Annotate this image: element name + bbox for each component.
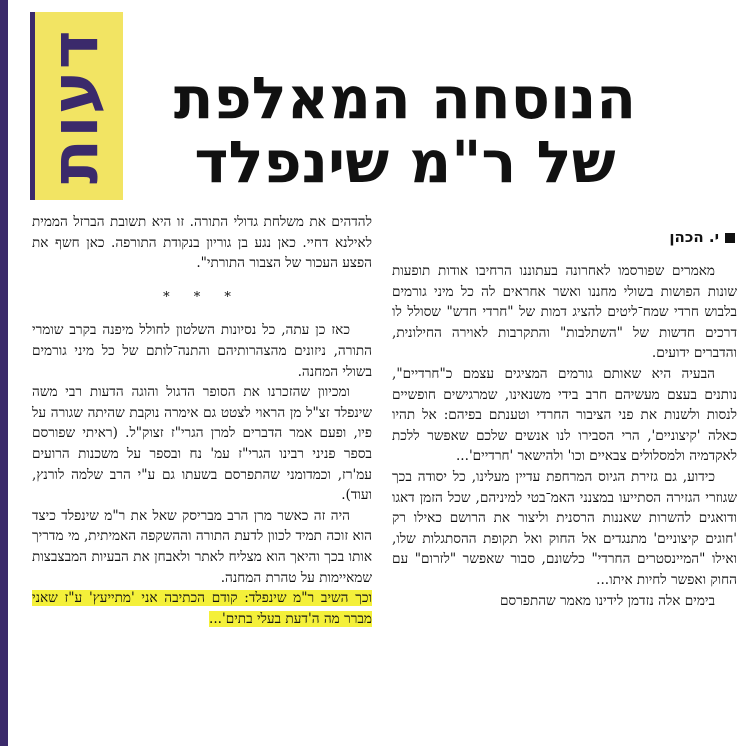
section-separator: * * * bbox=[163, 289, 241, 305]
byline bbox=[560, 228, 735, 246]
paragraph: כידוע, גם גזירת הגיוס המרחפת עדיין מעלינו, כל יסודה בכך שגוזרי הגזירה הסתייעו במצנני האמ־בטי למיניהם, שכל הזמן דאגו ודואגים להשרות שאננות הרסנית וליצור את הרושם כאילו רק 'חוגים קיצוניים' מתנגדים אל החוק ואל תקופת ההסתגלות שלו, ואילו "המיינסטרים החרדי" כלשונם, סבור שאפשר "לזרום" עם החוק ואפשר לחיות איתו... bbox=[392, 468, 737, 588]
paragraph: ומכיוון שהזכרנו את הסופר הדגול והוגה הדעות רבי משה שינפלד זצ"ל מן הראוי לצטט גם אימרה נוקבת שהיתה שגורה על פיו, ופעם אמר הדברים למרן הגרי"ז זצוק"ל. (ראיתי שפורסם בספר פניני רבינו הגרי"ז עמ' נח ובספר על משכנות הרועים עמ'רז, וכמדומני שהתפרסם בשעתו גם ע"י הרב שלמה לורנץ, ועוד). bbox=[32, 384, 372, 504]
paragraph-continued: להדהים את משלחת גדולי התורה. זו היא תשובת הברזל הממית לאילנא דחיי. כאן נגע בן גוריון בנקודת התורפה. כאן חשף את הפצע העכור של הצבור התורתי". bbox=[32, 214, 372, 272]
highlighted-quote-paragraph bbox=[32, 588, 372, 629]
highlighted-quote: וכך השיב ר"מ שינפלד: קודם הכתיבה אני 'מתייעץ' ע"ז שאני מברר מה ה'דעת בעלי בתים'... bbox=[32, 590, 372, 627]
headline-line-1: הנוסחה המאלפת bbox=[173, 64, 637, 132]
byline-bullet-icon bbox=[725, 233, 735, 243]
article-headline bbox=[135, 66, 675, 202]
left-border-bar bbox=[0, 0, 8, 746]
headline-line-2: של ר"מ שינפלד bbox=[194, 128, 616, 196]
paragraph: בימים אלה נזדמן לידינו מאמר שהתפרסם bbox=[499, 592, 715, 609]
paragraph: כאז כן עתה, כל נסיונות השלטון לחולל מיפנה בקרב שומרי התורה, ניזונים מהצהרותיהם והתנה־לותם של כל מיני גורמים בשולי המחנה. bbox=[32, 322, 372, 380]
left-column bbox=[32, 212, 372, 629]
author-name: י. הכהן bbox=[669, 228, 719, 246]
paragraph: היה זה כאשר מרן הרב מבריסק שאל את ר"מ שינפלד כיצד הוא זוכה תמיד לכוון לדעת התורה וההשקפה האמיתית, מי מדריך אותו בכך והיאך הוא מצליח לאתר ולאבחן את הבעיות המבצבצות שמאיימות על טהרת המחנה. bbox=[32, 507, 372, 586]
paragraph: הבעיה היא שאותם גורמים המציגים עצמם כ"חרדיים", נותנים בעצם מעשיהם חרב בידי משנאינו, שמרגישים חופשיים לנסות ולשנות את פני הציבור החרדי וטענתם בפיהם: אל תהיו כאלה 'קיצוניים', הרי הסבירו לנו אנשים שלכם שאפשר ללכת לאקדמיה ולמסלולים צבאיים וכו' ולהישאר 'חרדיים'... bbox=[392, 365, 737, 465]
paragraph: מאמרים שפורסמו לאחרונה בעתוננו הרחיבו אודות תופעות שונות הפושות בשולי מחננו ואשר אחראים לה כל מיני גורמים בלבוש חרדי שמח־ליטים להציג דמות של "חרדי חדש" שסולל לו דרכים חדשות של "השתלבות" והתקרבות לאוירה החילונית, והדברים ידועים. bbox=[392, 263, 737, 362]
right-column bbox=[392, 261, 737, 611]
section-label: דעות bbox=[36, 29, 113, 185]
